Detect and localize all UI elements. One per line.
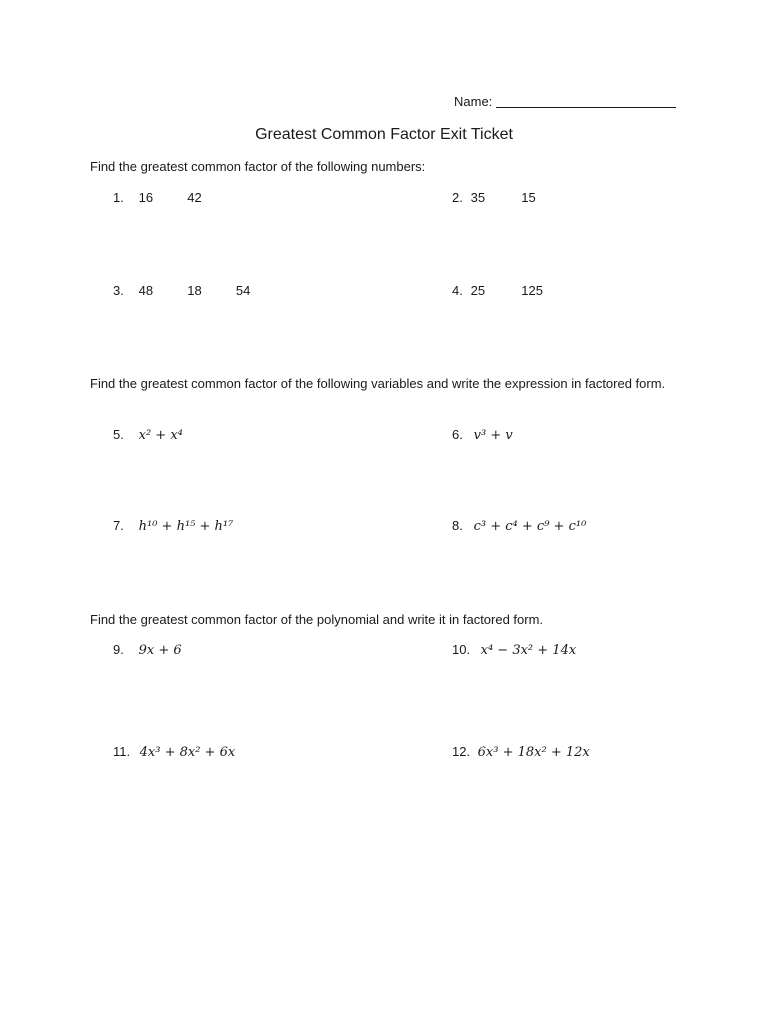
problem-value: 35 bbox=[470, 190, 486, 205]
problem-number: 12. bbox=[452, 744, 471, 759]
problem-value: 15 bbox=[521, 190, 536, 205]
name-label: Name: bbox=[454, 94, 493, 109]
problem-expression: 4x³ + 8x² + 6x bbox=[139, 745, 236, 760]
problem-number: 3. bbox=[113, 283, 124, 298]
problem-value: 125 bbox=[521, 283, 543, 298]
problem-number: 4. bbox=[452, 283, 463, 298]
problem-number: 10. bbox=[452, 642, 471, 657]
problem-value: 42 bbox=[187, 190, 202, 205]
problem-expression: 9x + 6 bbox=[138, 643, 182, 658]
problem-expression: x² + x⁴ bbox=[138, 428, 183, 443]
problem-value: 18 bbox=[187, 283, 202, 298]
problem-2 bbox=[452, 190, 536, 205]
problem-number: 6. bbox=[452, 427, 463, 442]
problem-8 bbox=[452, 518, 586, 534]
problem-number: 5. bbox=[113, 427, 124, 442]
problem-7 bbox=[113, 518, 233, 534]
problem-12 bbox=[452, 744, 590, 760]
problem-6 bbox=[452, 427, 513, 443]
problem-number: 7. bbox=[113, 518, 124, 533]
problem-value: 54 bbox=[235, 283, 251, 298]
problem-3 bbox=[113, 283, 250, 298]
section-1-instruction: Find the greatest common factor of the following numbers: bbox=[90, 159, 426, 174]
problem-number: 9. bbox=[113, 642, 124, 657]
problem-number: 8. bbox=[452, 518, 463, 533]
problem-number: 2. bbox=[452, 190, 463, 205]
problem-10 bbox=[452, 642, 576, 658]
problem-expression: h¹⁰ + h¹⁵ + h¹⁷ bbox=[138, 519, 234, 534]
problem-value: 48 bbox=[138, 283, 154, 298]
problem-number: 11. bbox=[113, 744, 131, 759]
problem-expression: c³ + c⁴ + c⁹ + c¹⁰ bbox=[473, 519, 587, 534]
problem-expression: 6x³ + 18x² + 12x bbox=[477, 745, 590, 760]
problem-value: 25 bbox=[470, 283, 486, 298]
page-title: Greatest Common Factor Exit Ticket bbox=[255, 126, 513, 143]
name-blank-line bbox=[496, 94, 676, 108]
problem-number: 1. bbox=[113, 190, 124, 205]
problem-expression: x⁴ − 3x² + 14x bbox=[480, 643, 577, 658]
problem-4 bbox=[452, 283, 543, 298]
problem-5 bbox=[113, 427, 183, 443]
problem-expression: v³ + v bbox=[473, 428, 513, 443]
problem-value: 16 bbox=[138, 190, 154, 205]
name-field bbox=[454, 94, 676, 109]
problem-1 bbox=[113, 190, 202, 205]
problem-11 bbox=[113, 744, 235, 760]
section-3-instruction: Find the greatest common factor of the polynomial and write it in factored form. bbox=[90, 612, 544, 627]
problem-9 bbox=[113, 642, 182, 658]
section-2-instruction: Find the greatest common factor of the following variables and write the expression in factored form. bbox=[90, 376, 666, 391]
